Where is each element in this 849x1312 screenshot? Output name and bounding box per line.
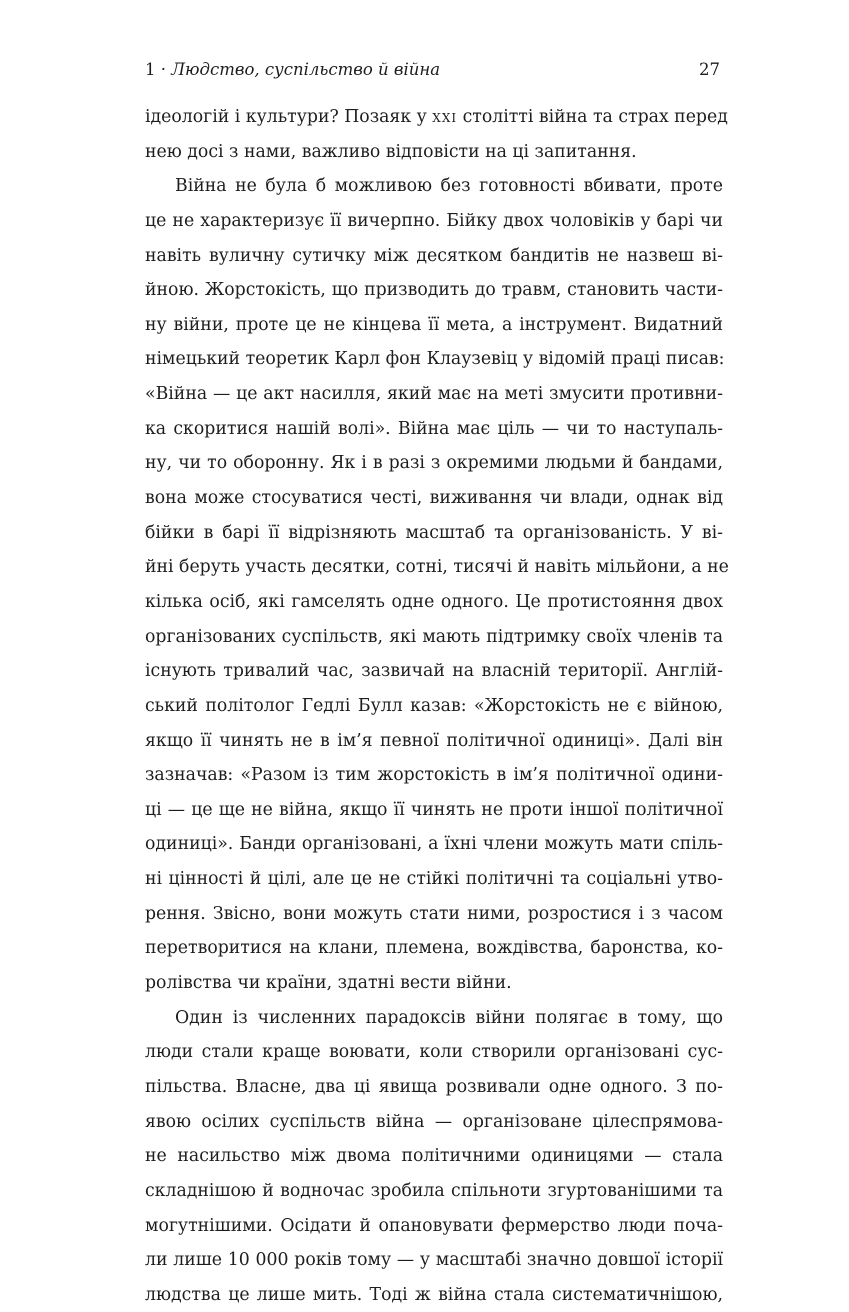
text-line	[145, 966, 723, 1001]
header-separator: ·	[160, 60, 166, 79]
text-segment: нею досі з нами, важливо відповісти на ці запитання.	[145, 141, 637, 162]
page-number: 27	[699, 60, 720, 79]
text-segment: ну війни, проте це не кінцева її мета, а інструмент. Видатний	[145, 314, 723, 335]
text-line	[145, 654, 723, 689]
text-line	[145, 1209, 723, 1244]
text-segment: існують тривалий час, зазвичай на власній території. Англій-	[145, 661, 723, 682]
text-line	[145, 758, 723, 793]
text-line	[145, 342, 723, 377]
text-line	[145, 862, 723, 897]
text-segment: могутнішими. Осідати й опановувати фермерство люди поча-	[145, 1215, 723, 1236]
text-segment: ка скоритися нашій волі». Війна має ціль — чи то наступаль-	[145, 418, 723, 439]
text-segment: йною. Жорстокість, що призводить до травм, становить части-	[145, 280, 723, 301]
text-segment: столітті війна та страх перед	[457, 107, 728, 127]
text-segment: перетворитися на клани, племена, вождівства, баронства, ко-	[145, 938, 723, 959]
text-segment: навіть вуличну сутичку між десятком бандитів не назвеш ві-	[145, 245, 723, 266]
text-line	[145, 931, 723, 966]
text-line	[145, 550, 729, 585]
text-segment: вона може стосуватися честі, виживання чи влади, однак від	[145, 488, 723, 509]
text-segment: зазначав: «Разом із тим жорстокість в ім’я політичної одини-	[145, 765, 723, 786]
text-line	[145, 1278, 723, 1312]
text-segment: німецький теоретик Карл фон Клаузевіц у відомій праці писав:	[145, 349, 725, 370]
text-segment: рення. Звісно, вони можуть стати ними, розростися і з часом	[145, 903, 723, 924]
text-line	[145, 1105, 723, 1140]
text-segment: явою осілих суспільств війна — організоване цілеспрямова-	[145, 1111, 723, 1132]
text-line	[145, 204, 723, 239]
text-segment: йні беруть участь десятки, сотні, тисячі й навіть мільйони, а не	[145, 557, 729, 578]
text-segment: ролівства чи країни, здатні вести війни.	[145, 973, 512, 994]
text-segment: складнішою й водночас зробила спільноти згуртованішими та	[145, 1180, 723, 1201]
text-segment: ну, чи то оборонну. Як і в разі з окремими людьми й бандами,	[145, 453, 723, 474]
text-line	[145, 1139, 723, 1174]
text-segment: ці — це ще не війна, якщо її чинять не проти іншої політичної	[145, 799, 723, 820]
text-line	[145, 169, 723, 204]
text-segment: не насильство між двома політичними одиницями — стала	[145, 1146, 723, 1167]
text-segment: бійки в барі її відрізняють масштаб та організованість. У ві-	[145, 522, 723, 543]
text-line	[145, 100, 728, 135]
chapter-number: 1	[145, 60, 156, 79]
text-segment: Війна не була б можливою без готовності вбивати, проте	[175, 176, 723, 197]
body-text	[145, 100, 729, 1312]
text-segment: ідеологій і культури? Позаяк у	[145, 107, 433, 127]
text-segment: люди стали краще воювати, коли створили організовані сус-	[145, 1042, 723, 1063]
text-line	[145, 897, 723, 932]
text-line	[145, 308, 723, 343]
text-segment: ні цінності й цілі, але це не стійкі політичні та соціальні утво-	[145, 869, 723, 890]
text-segment: організованих суспільств, які мають підтримку своїх членів та	[145, 626, 723, 647]
text-line	[145, 412, 723, 447]
text-segment: це не характеризує її вичерпно. Бійку двох чоловіків у барі чи	[145, 210, 723, 231]
text-line	[145, 1243, 723, 1278]
chapter-title: Людство, суспільство й війна	[171, 60, 441, 79]
text-segment: ський політолог Гедлі Булл казав: «Жорстокість не є війною,	[145, 695, 723, 716]
text-line	[145, 516, 723, 551]
text-line	[145, 446, 723, 481]
text-line	[145, 620, 723, 655]
text-line	[145, 377, 723, 412]
text-line	[145, 585, 723, 620]
text-segment: ли лише 10 000 років тому — у масштабі значно довшої історії	[145, 1250, 723, 1271]
text-line	[145, 1001, 723, 1036]
text-line	[145, 1174, 723, 1209]
text-segment: Один із численних парадоксів війни полягає в тому, що	[175, 1007, 723, 1028]
text-segment: пільства. Власне, два ці явища розвивали одне одного. З по-	[145, 1076, 723, 1097]
text-line	[145, 1070, 723, 1105]
text-line	[145, 793, 723, 828]
text-line	[145, 135, 723, 170]
text-segment: одиниці». Банди організовані, а їхні члени можуть мати спіль-	[145, 834, 723, 855]
century-numeral: xxi	[432, 107, 458, 127]
text-line	[145, 689, 723, 724]
text-line	[145, 273, 723, 308]
text-segment: «Війна — це акт насилля, який має на меті змусити противни-	[145, 384, 723, 405]
chapter-heading	[145, 60, 440, 79]
text-line	[145, 724, 723, 759]
text-line	[145, 827, 723, 862]
text-segment: людства це лише мить. Тоді ж війна стала систематичнішою,	[145, 1284, 723, 1305]
running-header	[145, 60, 720, 86]
text-line	[145, 1035, 723, 1070]
text-segment: кілька осіб, які гамселять одне одного. Це протистояння двох	[145, 591, 723, 612]
text-line	[145, 481, 723, 516]
text-line	[145, 239, 723, 274]
text-segment: якщо її чинять не в ім’я певної політичної одиниці». Далі він	[145, 730, 723, 751]
